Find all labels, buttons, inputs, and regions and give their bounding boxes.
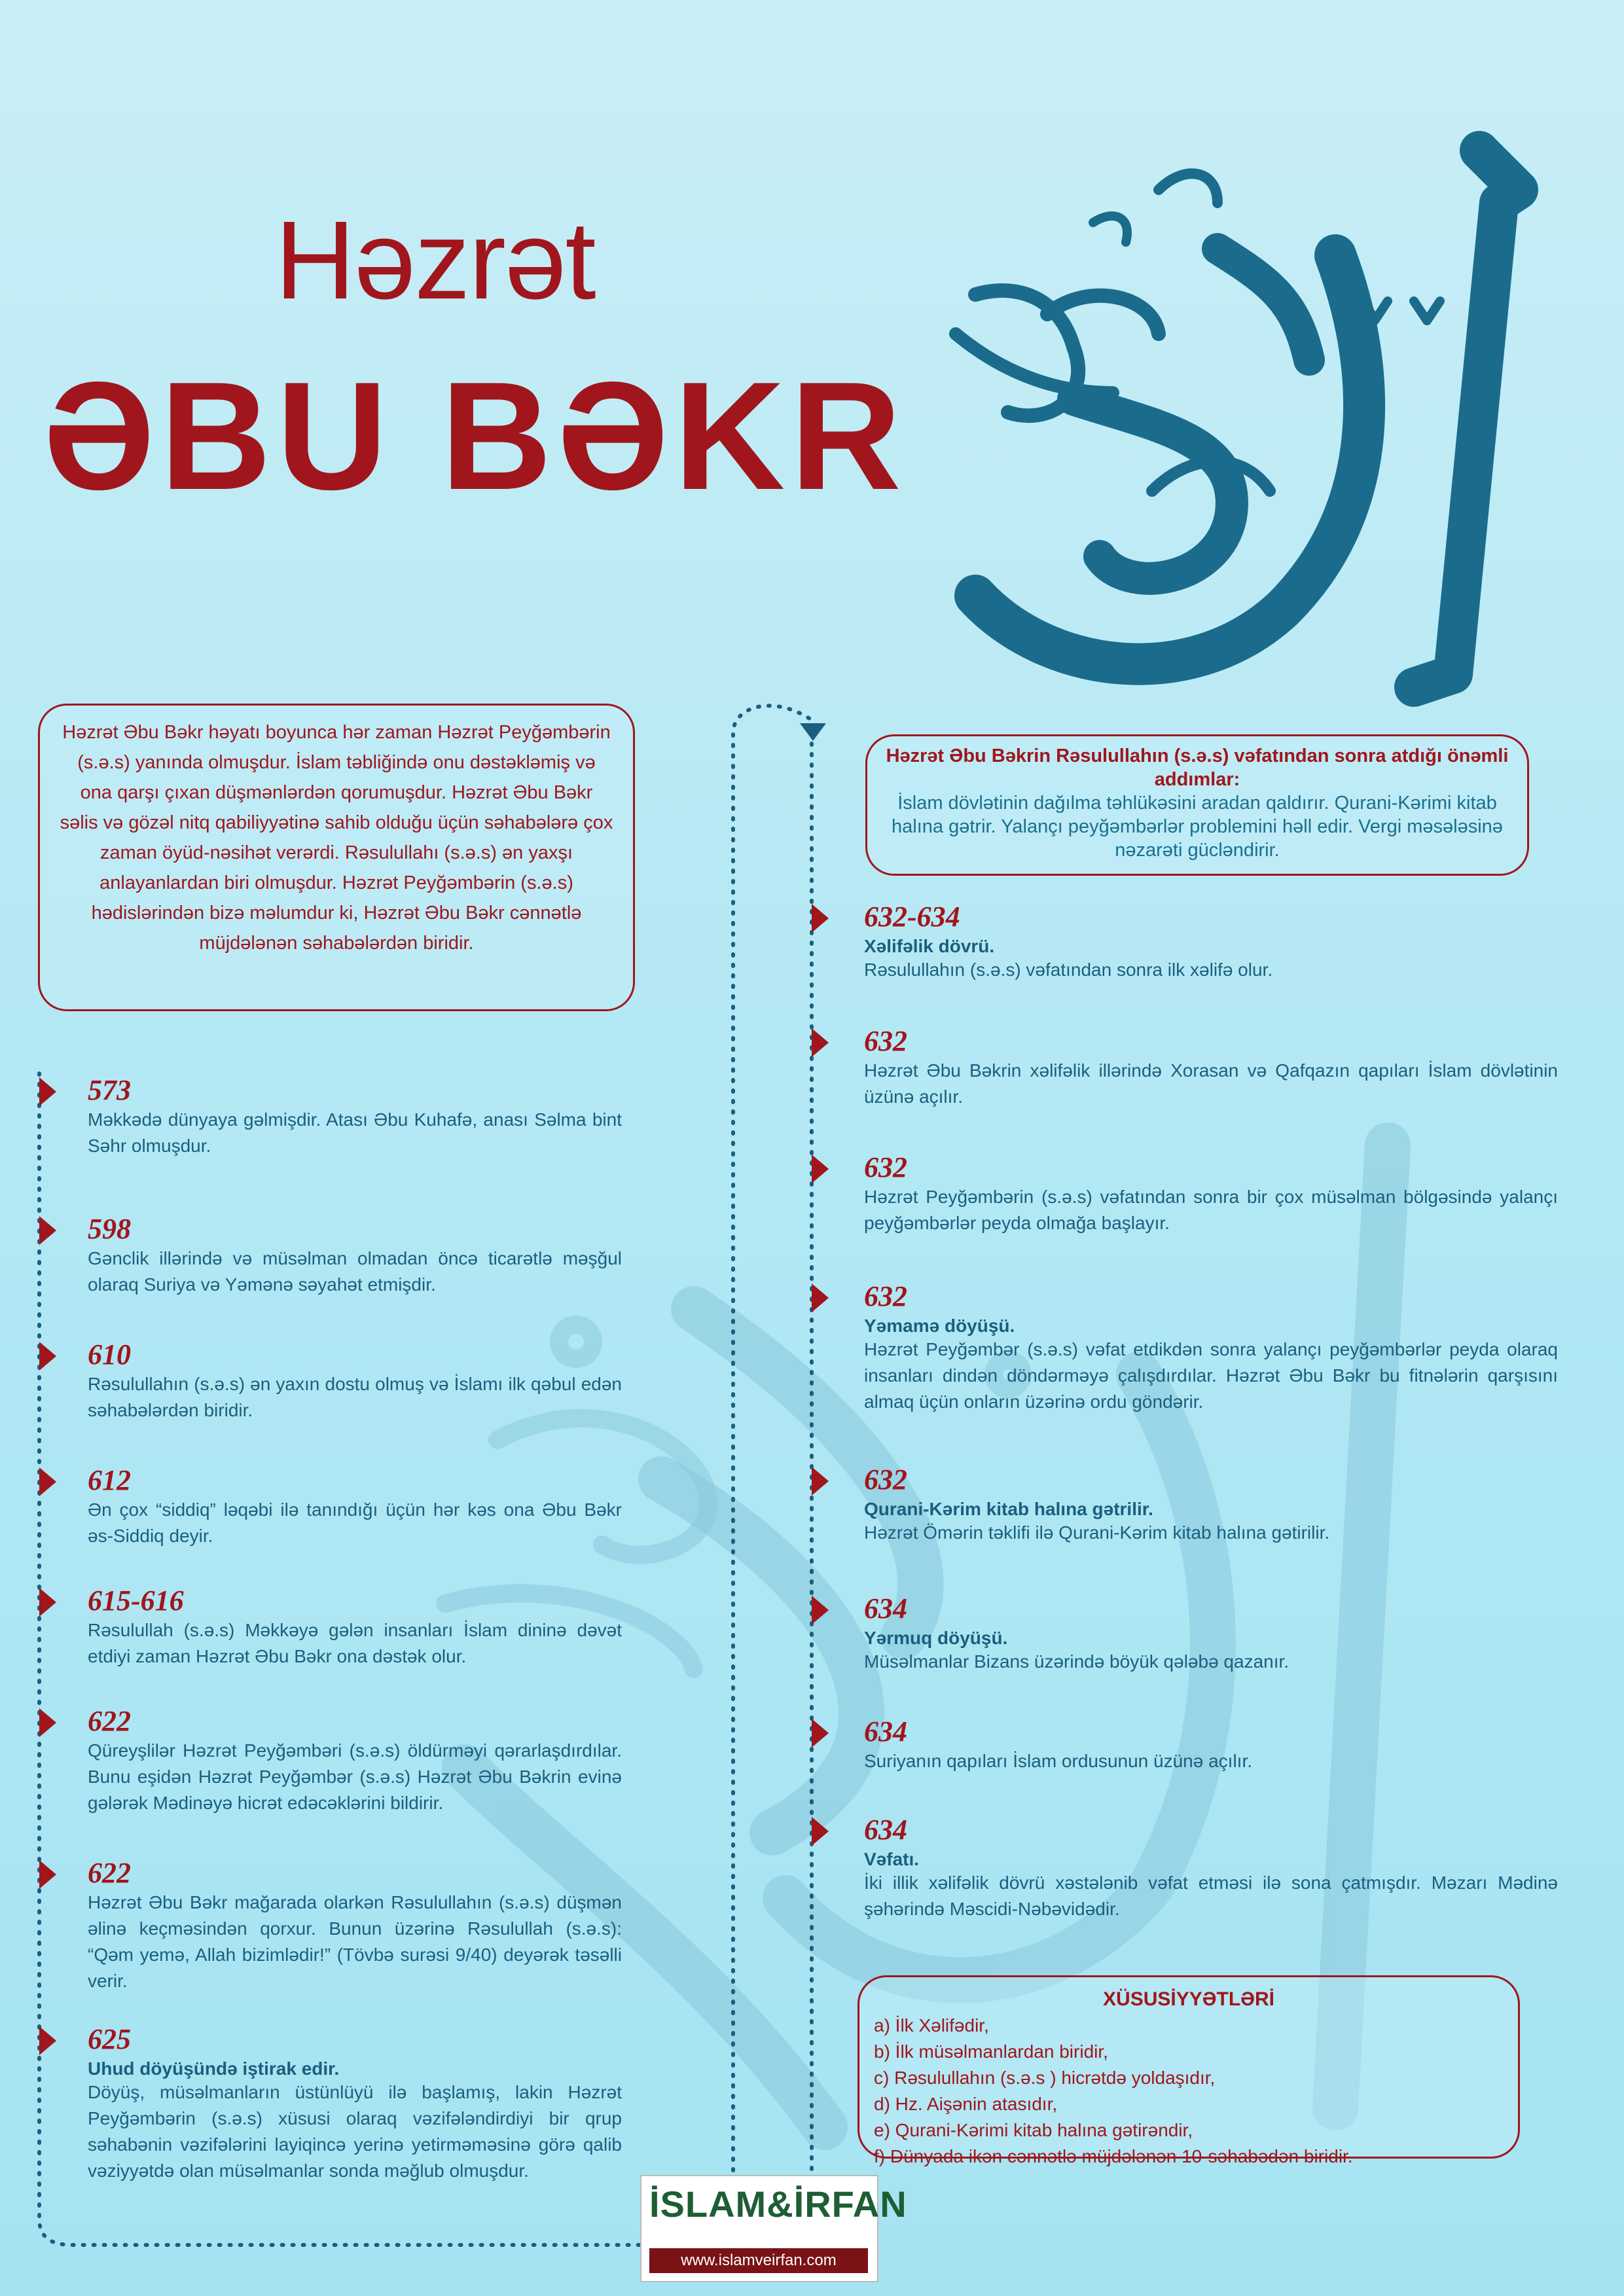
after-death-heading: Həzrət Əbu Bəkrin Rəsulullahın (s.ə.s) vəfatından sonra atdığı önəmli addımlar: — [886, 745, 1509, 790]
title-line1: Həzrət — [275, 198, 595, 323]
timeline-marker-icon — [812, 1283, 829, 1312]
event-year: 622 — [88, 1705, 131, 1737]
event-text: Ən çox “siddiq” ləqəbi ilə tanındığı üçün hər kəs ona Əbu Bəkr əs-Siddiq deyir. — [88, 1499, 622, 1546]
logo-url[interactable]: www.islamveirfan.com — [649, 2248, 868, 2273]
features-heading: XÜSUSİYYƏTLƏRİ — [1103, 1988, 1274, 2010]
event-text: Həzrət Ömərin təklifi ilə Qurani-Kərim kitab halına gətirilir. — [864, 1522, 1330, 1543]
event-year: 634 — [864, 1715, 907, 1748]
left-event-3 — [39, 1463, 622, 1549]
event-subtitle: Yərmuq döyüşü. — [864, 1628, 1008, 1648]
event-text: Döyüş, müsəlmanların üstünlüyü ilə başlamış, lakin Həzrət Peyğəmbərin (s.ə.s) xüsusi olaraq vəzifələndirdiyi bir qrup səhabənin vəzifələrini layiqincə yerinə yetirməməsinə görə qalib vəziyyətdə olan müsəlmanlar sonda məğlub olmuşdur. — [88, 2082, 622, 2181]
feature-item: a) İlk Xəlifədir, — [874, 2015, 989, 2036]
timeline-marker-icon — [812, 1596, 829, 1624]
event-text: İki illik xəlifəlik dövrü xəstələnib vəfat etməsi ilə sona çatmışdır. Məzarı Mədinə şəhərində Məscidi-Nəbəvidədir. — [864, 1873, 1558, 1919]
event-subtitle: Xəlifəlik dövrü. — [864, 936, 995, 956]
timeline-marker-icon — [39, 1342, 56, 1371]
event-year: 632 — [864, 1280, 907, 1312]
timeline-marker-icon — [39, 2026, 56, 2055]
timeline-marker-icon — [812, 1467, 829, 1496]
left-event-0 — [39, 1073, 622, 1159]
timeline-marker-icon — [39, 1708, 56, 1737]
timeline-marker-icon — [39, 1588, 56, 1617]
feature-item: f) Dünyada ikən cənnətlə müjdələnən 10-səhabədən biridir. — [874, 2146, 1353, 2166]
event-year: 634 — [864, 1814, 907, 1846]
timeline-marker-icon — [39, 1860, 56, 1889]
event-text: Qüreyşlilər Həzrət Peyğəmbəri (s.ə.s) öldürməyi qərarlaşdırdılar. Bunu eşidən Həzrət Peyğəmbər (s.ə.s) Həzrət Əbu Bəkrin evinə gələrək Mədinəyə hicrət edəcəklərini bildirir. — [88, 1740, 622, 1813]
right-event-3 — [812, 1280, 1558, 1415]
left-event-6 — [39, 1856, 622, 1994]
features-box — [857, 1975, 1520, 2166]
event-year: 625 — [88, 2023, 131, 2055]
timeline-marker-icon — [812, 1817, 829, 1846]
right-event-2 — [812, 1151, 1558, 1236]
islam-irfan-logo[interactable] — [640, 2175, 907, 2282]
event-year: 615-616 — [88, 1585, 184, 1617]
right-event-6 — [812, 1715, 1558, 1774]
event-subtitle: Qurani-Kərim kitab halına gətrilir. — [864, 1499, 1153, 1519]
right-event-1 — [812, 1024, 1558, 1110]
left-event-2 — [39, 1338, 622, 1424]
event-text: Müsəlmanlar Bizans üzərində böyük qələbə qazanır. — [864, 1651, 1290, 1672]
event-year: 632 — [864, 1025, 907, 1057]
event-year: 622 — [88, 1857, 131, 1889]
timeline-marker-icon — [812, 904, 829, 933]
event-text: Məkkədə dünyaya gəlmişdir. Atası Əbu Kuhafə, anası Səlma bint Səhr olmuşdur. — [88, 1109, 622, 1156]
left-event-4 — [39, 1584, 622, 1670]
timeline-marker-icon — [39, 1216, 56, 1245]
event-text: Həzrət Peyğəmbər (s.ə.s) vəfat etdikdən sonra yalançı peyğəmbərlər peyda olaraq insanları dindən döndərməyə çalışdırdılar. Həzrət Əbu Bəkr bu fitnələrin qarşısını almaq üçün onların üzərinə ordu göndərir. — [864, 1339, 1558, 1412]
event-year: 598 — [88, 1213, 131, 1245]
timeline-marker-icon — [812, 1028, 829, 1057]
right-event-5 — [812, 1592, 1558, 1675]
event-text: Rəsulullah (s.ə.s) Məkkəyə gələn insanları İslam dininə dəvət etdiyi zaman Həzrət Əbu Bəkr ona dəstək olur. — [88, 1620, 622, 1666]
event-text: Rəsulullahın (s.ə.s) ən yaxın dostu olmuş və İslamı ilk qəbul edən səhabələrdən biridir. — [88, 1374, 622, 1420]
event-subtitle: Yəmamə döyüşü. — [864, 1316, 1015, 1336]
right-event-0 — [812, 900, 1558, 983]
right-event-7 — [812, 1813, 1558, 1922]
event-year: 634 — [864, 1592, 907, 1624]
event-subtitle: Uhud döyüşündə iştirak edir. — [88, 2058, 340, 2079]
logo-name: İSLAM&İRFAN — [649, 2183, 907, 2225]
event-text: Həzrət Əbu Bəkr mağarada olarkən Rəsulullahın (s.ə.s) düşmən əlinə keçməsindən qorxur. Bunun üzərinə Rəsulullah (s.ə.s): “Qəm yemə, Allah bizimlədir!” (Tövbə surəsi 9/40) deyərək təsəlli verir. — [88, 1892, 622, 1991]
feature-item: d) Hz. Aişənin atasıdır, — [874, 2094, 1058, 2114]
feature-item: e) Qurani-Kərimi kitab halına gətirəndir, — [874, 2120, 1193, 2140]
feature-item: c) Rəsulullahın (s.ə.s ) hicrətdə yoldaşıdır, — [874, 2068, 1216, 2088]
event-year: 632 — [864, 1463, 907, 1496]
title-line2: ƏBU BƏKR — [43, 350, 907, 522]
event-text: Həzrət Peyğəmbərin (s.ə.s) vəfatından sonra bir çox müsəlman bölgəsində yalançı peyğəmbərlər peyda olmağa başlayır. — [864, 1187, 1558, 1233]
timeline-marker-icon — [812, 1155, 829, 1183]
event-text: Həzrət Əbu Bəkrin xəlifəlik illərində Xorasan və Qafqazın qapıları İslam dövlətinin üzünə açılır. — [864, 1060, 1558, 1107]
event-text: Rəsulullahın (s.ə.s) vəfatından sonra ilk xəlifə olur. — [864, 960, 1273, 980]
event-year: 632 — [864, 1151, 907, 1183]
event-year: 612 — [88, 1464, 131, 1496]
timeline-marker-icon — [39, 1467, 56, 1496]
timeline-marker-icon — [39, 1077, 56, 1106]
feature-item: b) İlk müsəlmanlardan biridir, — [874, 2041, 1108, 2062]
after-death-body: İslam dövlətinin dağılma təhlükəsini aradan qaldırır. Qurani-Kərimi kitab halına gətrir. Yalançı peyğəmbərlər problemini həll edir. Vergi məsələsinə nəzarəti gücləndirir. — [892, 793, 1503, 861]
event-subtitle: Vəfatı. — [864, 1849, 920, 1869]
event-year: 610 — [88, 1338, 131, 1371]
event-text: Suriyanın qapıları İslam ordusunun üzünə açılır. — [864, 1751, 1253, 1771]
left-event-5 — [39, 1704, 622, 1816]
intro-text: Həzrət Əbu Bəkr həyatı boyunca hər zaman Həzrət Peyğəmbərin (s.ə.s) yanında olmuşdur. İslam təbliğində onu dəstəkləmiş və ona qarşı çıxan düşmənlərdən qorumuşdur. Həzrət Əbu Bəkr səlis və gözəl nitq qabiliyyətinə sahib olduğu üçün səhabələrə çox zaman öyüd-nəsihət verərdi. Rəsulullahı (s.ə.s) ən yaxşı anlayanlardan biri olmuşdur. Həzrət Peyğəmbərin (s.ə.s) hədislərindən bizə məlumdur ki, Həzrət Əbu Bəkr cənnətlə müjdələnən səhabələrdən biridir. — [60, 722, 613, 954]
left-event-1 — [39, 1212, 622, 1298]
event-text: Gənclik illərində və müsəlman olmadan öncə ticarətlə məşğul olaraq Suriya və Yəmənə səyahət etmişdir. — [88, 1248, 622, 1295]
event-year: 573 — [88, 1074, 131, 1106]
timeline-marker-icon — [812, 1719, 829, 1748]
left-event-7 — [39, 2022, 622, 2184]
right-event-4 — [812, 1463, 1558, 1546]
event-year: 632-634 — [864, 901, 960, 933]
